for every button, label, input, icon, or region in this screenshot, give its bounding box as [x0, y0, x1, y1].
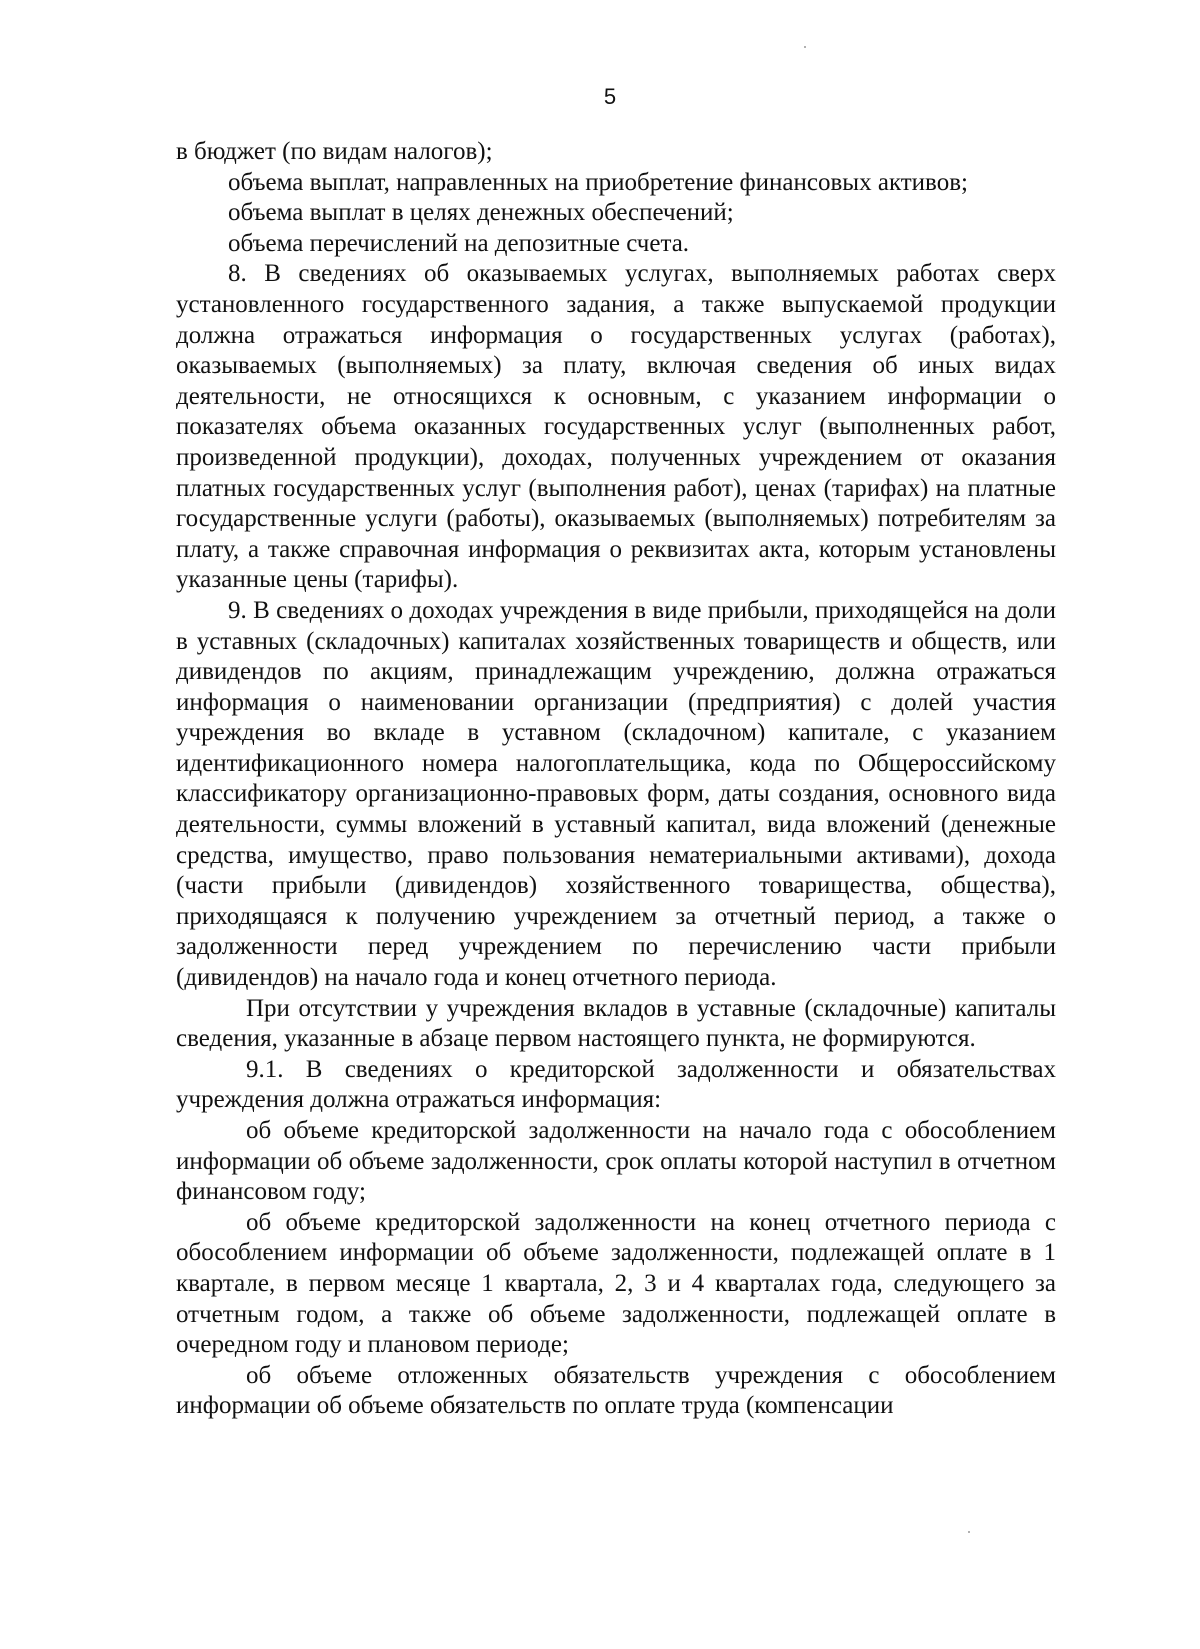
paragraph-clause-9: 9. В сведениях о доходах учреждения в виде прибыли, приходящейся на доли в уставных (складочных) капиталах хозяйственных товариществ и обществ, или дивидендов по акциям, принадлежащим учреждению, должна отражаться информация о наименовании организации (предприятия) с долей участия учреждения во вкладе в уставном (складочном) капитале, с указанием идентификационного номера налогоплательщика, кода по Общероссийскому классификатору организационно-правовых форм, даты создания, основного вида деятельности, суммы вложений в уставный капитал, вида вложений (денежные средства, имущество, право пользования нематериальными активами), дохода (части прибыли (дивидендов) хозяйственного товарищества, общества), приходящаяся к получению учреждением за отчетный период, а также о задолженности перед учреждением по перечислению части прибыли (дивидендов) на начало года и конец отчетного периода. [176, 596, 1056, 992]
paragraph-clause-9-note: При отсутствии у учреждения вкладов в уставные (складочные) капиталы сведения, указанные в абзаце первом настоящего пункта, не формируются. [176, 994, 1056, 1053]
paragraph-clause-9-1: 9.1. В сведениях о кредиторской задолженности и обязательствах учреждения должна отражаться информация: [176, 1055, 1056, 1114]
paragraph-list-item: об объеме отложенных обязательств учреждения с обособлением информации об объеме обязательств по оплате труда (компенсации [176, 1361, 1056, 1420]
page-number: 5 [603, 84, 617, 109]
paragraph-list-item: об объеме кредиторской задолженности на начало года с обособлением информации об объеме задолженности, срок оплаты которой наступил в отчетном финансовом году; [176, 1117, 1056, 1206]
paragraph-clause-8: 8. В сведениях об оказываемых услугах, выполняемых работах сверх установленного государственного задания, а также выпускаемой продукции должна отражаться информация о государственных услугах (работах), оказываемых (выполняемых) за плату, включая сведения об иных видах деятельности, не относящихся к основным, с указанием информации о показателях объема оказанных государственных услуг (выполненных работ, произведенной продукции), доходах, полученных учреждением от оказания платных государственных услуг (выполнения работ), ценах (тарифах) на платные государственные услуги (работы), оказываемых (выполняемых) потребителям за плату, а также справочная информация о реквизитах акта, которым установлены указанные цены (тарифы). [176, 260, 1056, 594]
document-body [176, 137, 1056, 1422]
scan-speck [968, 1531, 970, 1533]
paragraph-list-item: объема перечислений на депозитные счета. [228, 229, 690, 257]
paragraph-list-item: об объеме кредиторской задолженности на конец отчетного периода с обособлением информации об объеме задолженности, подлежащей оплате в 1 квартале, в первом месяце 1 квартала, 2, 3 и 4 кварталах года, следующего за отчетным годом, а также об объеме задолженности, подлежащей оплате в очередном году и плановом периоде; [176, 1208, 1056, 1359]
paragraph-continuation: в бюджет (по видам налогов); [176, 138, 493, 165]
paragraph-list-item: объема выплат, направленных на приобретение финансовых активов; [228, 168, 968, 196]
scan-speck [804, 46, 806, 48]
paragraph-list-item: объема выплат в целях денежных обеспечений; [228, 199, 734, 227]
